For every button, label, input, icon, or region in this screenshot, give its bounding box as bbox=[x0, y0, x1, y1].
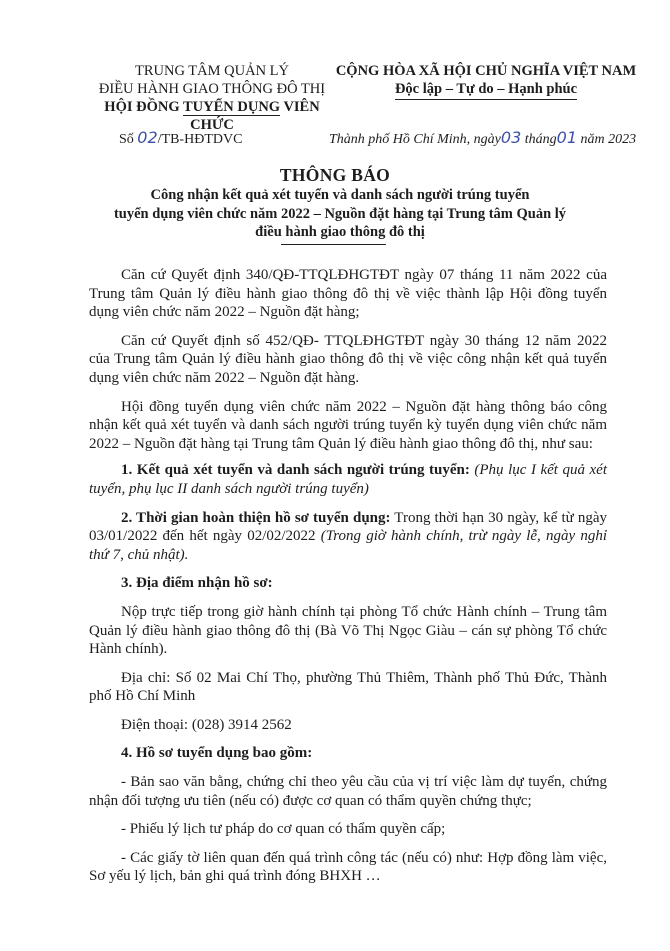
document-body bbox=[89, 266, 607, 896]
document-number-prefix: Số bbox=[119, 132, 138, 147]
section-4-item-1: - Bản sao văn bằng, chứng chỉ theo yêu cầu của vị trí việc làm dự tuyển, chứng nhận đối tượng ưu tiên (nếu có) được cơ quan có thẩm quyền chứng thực; bbox=[89, 774, 607, 809]
document-date bbox=[329, 128, 636, 148]
issuing-agency-block bbox=[94, 62, 330, 134]
legal-basis-1: Căn cứ Quyết định 340/QĐ-TTQLĐHGTĐT ngày 07 tháng 11 năm 2022 của Trung tâm Quản lý điều hành giao thông đô thị về việc thành lập Hội đồng tuyển dụng viên chức năm 2022 – Nguồn đặt hàng; bbox=[89, 267, 607, 321]
legal-basis-2: Căn cứ Quyết định số 452/QĐ- TTQLĐHGTĐT ngày 30 tháng 12 năm 2022 của Trung tâm Quản lý điều hành giao thông đô thị về việc công nhận kết quả tuyển dụng viên chức năm 2022 – Nguồn đặt hàng. bbox=[89, 332, 607, 386]
section-4-item-2: - Phiếu lý lịch tư pháp do cơ quan có thẩm quyền cấp; bbox=[121, 821, 446, 838]
agency-line-2: ĐIỀU HÀNH GIAO THÔNG ĐÔ THỊ bbox=[98, 81, 326, 97]
section-3-location: Nộp trực tiếp trong giờ hành chính tại phòng Tổ chức Hành chính – Trung tâm Quản lý điều hành giao thông đô thị (Bà Võ Thị Ngọc Giàu – cán sự phòng Tổ chức Hành chính). bbox=[89, 603, 607, 658]
section-1 bbox=[89, 461, 607, 498]
section-3-phone: Điện thoại: (028) 3914 2562 bbox=[121, 716, 292, 733]
national-title-block bbox=[326, 62, 646, 100]
section-1-text: (Phụ lục I kết quả xét tuyển, phụ lục II danh sách người trúng tuyển) bbox=[89, 462, 607, 497]
document-subtitle bbox=[90, 186, 590, 242]
date-month-handwritten: 01 bbox=[556, 128, 577, 147]
date-year: năm 2023 bbox=[580, 132, 637, 147]
document-title: THÔNG BÁO bbox=[279, 165, 391, 185]
subtitle-divider bbox=[281, 244, 386, 245]
announcement-paragraph: Hội đồng tuyển dụng viên chức năm 2022 – Nguồn đặt hàng thông báo công nhận kết quả xét tuyển và danh sách người trúng tuyển kỳ tuyển dụng viên chức năm 2022 – Nguồn đặt hàng tại Trung tâm Quản lý điều hành giao thông đô thị, như sau: bbox=[89, 398, 607, 452]
council-name-post: VIÊN CHỨC bbox=[190, 99, 320, 133]
date-day-handwritten: 03 bbox=[500, 128, 522, 147]
section-2-note: (Trong giờ hành chính, trừ ngày lễ, ngày nghỉ thứ 7, chủ nhật). bbox=[89, 528, 607, 563]
subtitle-line-1: Công nhận kết quả xét tuyển và danh sách người trúng tuyển bbox=[150, 187, 530, 203]
document-number-suffix: /TB-HĐTDVC bbox=[157, 132, 243, 147]
council-name-underlined: TUYỂN DỤNG bbox=[183, 99, 281, 115]
date-prefix: Thành phố Hồ Chí Minh, ngày bbox=[329, 132, 501, 147]
national-name: CỘNG HÒA XÃ HỘI CHỦ NGHĨA VIỆT NAM bbox=[335, 63, 637, 79]
section-4-heading: 4. Hồ sơ tuyển dụng bao gồm: bbox=[121, 745, 313, 762]
section-3-heading: 3. Địa điểm nhận hồ sơ: bbox=[121, 575, 273, 592]
national-motto: Độc lập – Tự do – Hạnh phúc bbox=[395, 80, 577, 100]
subtitle-line-2: tuyển dụng viên chức năm 2022 – Nguồn đặt hàng tại Trung tâm Quản lý bbox=[113, 205, 567, 222]
section-4-item-3: - Các giấy tờ liên quan đến quá trình công tác (nếu có) như: Hợp đồng làm việc, Sơ yếu lý lịch, bản ghi quá trình đóng BHXH … bbox=[89, 849, 607, 885]
subtitle-line-3: điều hành giao thông đô thị bbox=[255, 224, 425, 240]
date-month-word: tháng bbox=[524, 132, 557, 147]
council-name-pre: HỘI ĐỒNG bbox=[104, 99, 183, 115]
section-1-heading: 1. Kết quả xét tuyển và danh sách người trúng tuyển: bbox=[121, 462, 470, 479]
section-2-text: Trong thời hạn 30 ngày, kể từ ngày 03/01/2022 đến hết ngày 02/02/2022 bbox=[89, 509, 607, 545]
document-number-handwritten: 02 bbox=[137, 128, 158, 147]
document-number bbox=[119, 128, 242, 148]
agency-line-1: TRUNG TÂM QUẢN LÝ bbox=[135, 63, 289, 79]
section-2-heading: 2. Thời gian hoàn thiện hồ sơ tuyển dụng: bbox=[121, 509, 391, 526]
section-2 bbox=[89, 509, 607, 565]
section-3-address: Địa chỉ: Số 02 Mai Chí Thọ, phường Thủ Thiêm, Thành phố Thủ Đức, Thành phố Hồ Chí Minh bbox=[89, 669, 607, 705]
